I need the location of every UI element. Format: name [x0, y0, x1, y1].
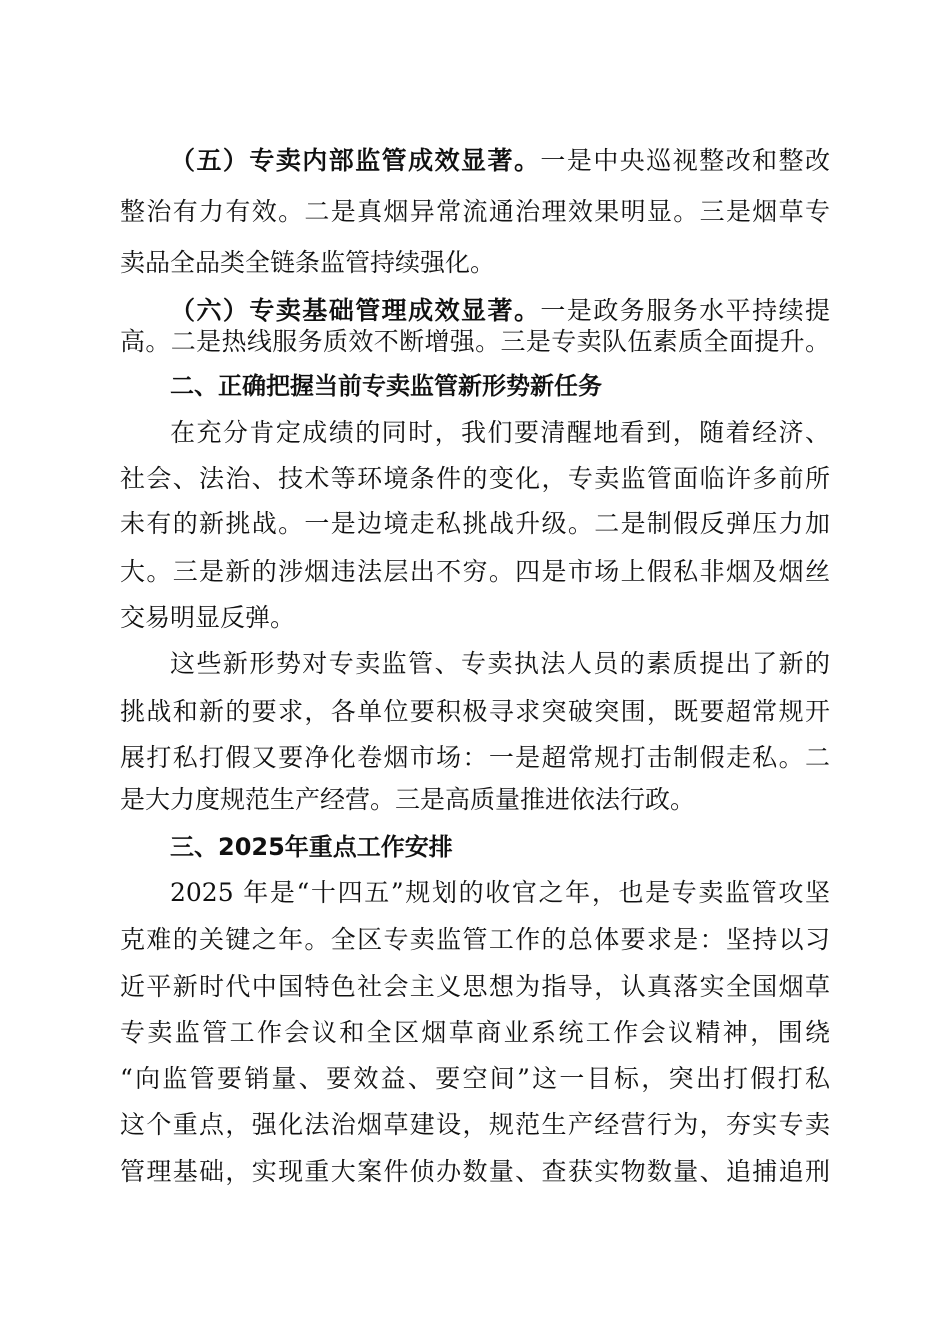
para3-line-2: 克难的关键之年。全区专卖监管工作的总体要求是：坚持以习 — [120, 925, 830, 954]
section5-text: 一是中央巡视整改和整改 — [540, 146, 830, 175]
para2a-line-3: 未有的新挑战。一是边境走私挑战升级。二是制假反弹压力加 — [120, 509, 830, 538]
para3-line-1: 2025 年是“十四五”规划的收官之年，也是专卖监管攻坚 — [170, 878, 830, 907]
para2a-line-2: 社会、法治、技术等环境条件的变化，专卖监管面临许多前所 — [120, 464, 830, 493]
para2b-line-3: 展打私打假又要净化卷烟市场：一是超常规打击制假走私。二 — [120, 743, 830, 772]
para2a-line-1: 在充分肯定成绩的同时，我们要清醒地看到，随着经济、 — [170, 418, 830, 447]
section6-title: （六）专卖基础管理成效显著。 — [170, 296, 541, 325]
para2b-line-1: 这些新形势对专卖监管、专卖执法人员的素质提出了新的 — [170, 649, 830, 678]
heading-2: 二、正确把握当前专卖监管新形势新任务 — [170, 372, 602, 400]
para3-line-7: 管理基础，实现重大案件侦办数量、查获实物数量、追捕追刑 — [120, 1157, 830, 1186]
para3-line-6: 这个重点，强化法治烟草建设，规范生产经营行为，夯实专卖 — [120, 1110, 830, 1139]
para2b-line-2: 挑战和新的要求，各单位要积极寻求突破突围，既要超常规开 — [120, 697, 830, 726]
para3-line-5: “向监管要销量、要效益、要空间”这一目标，突出打假打私 — [120, 1064, 830, 1093]
section5-line-2: 整治有力有效。二是真烟异常流通治理效果明显。三是烟草专 — [120, 197, 830, 226]
section5-title: （五）专卖内部监管成效显著。 — [170, 146, 541, 175]
para2b-line-4: 是大力度规范生产经营。三是高质量推进依法行政。 — [120, 785, 696, 814]
para2a-line-5: 交易明显反弹。 — [120, 603, 296, 632]
para3-line-4: 专卖监管工作会议和全区烟草商业系统工作会议精神，围绕 — [120, 1018, 830, 1047]
heading-3: 三、2025年重点工作安排 — [170, 833, 453, 861]
section6-line-2: 高。二是热线服务质效不断增强。三是专卖队伍素质全面提升。 — [120, 327, 830, 356]
para3-line-3: 近平新时代中国特色社会主义思想为指导，认真落实全国烟草 — [120, 972, 830, 1001]
para2a-line-4: 大。三是新的涉烟违法层出不穷。四是市场上假私非烟及烟丝 — [120, 557, 830, 586]
section5-line-3: 卖品全品类全链条监管持续强化。 — [120, 248, 496, 277]
section5-line-1 — [170, 141, 830, 181]
section6-text: 一是政务服务水平持续提 — [540, 296, 830, 325]
